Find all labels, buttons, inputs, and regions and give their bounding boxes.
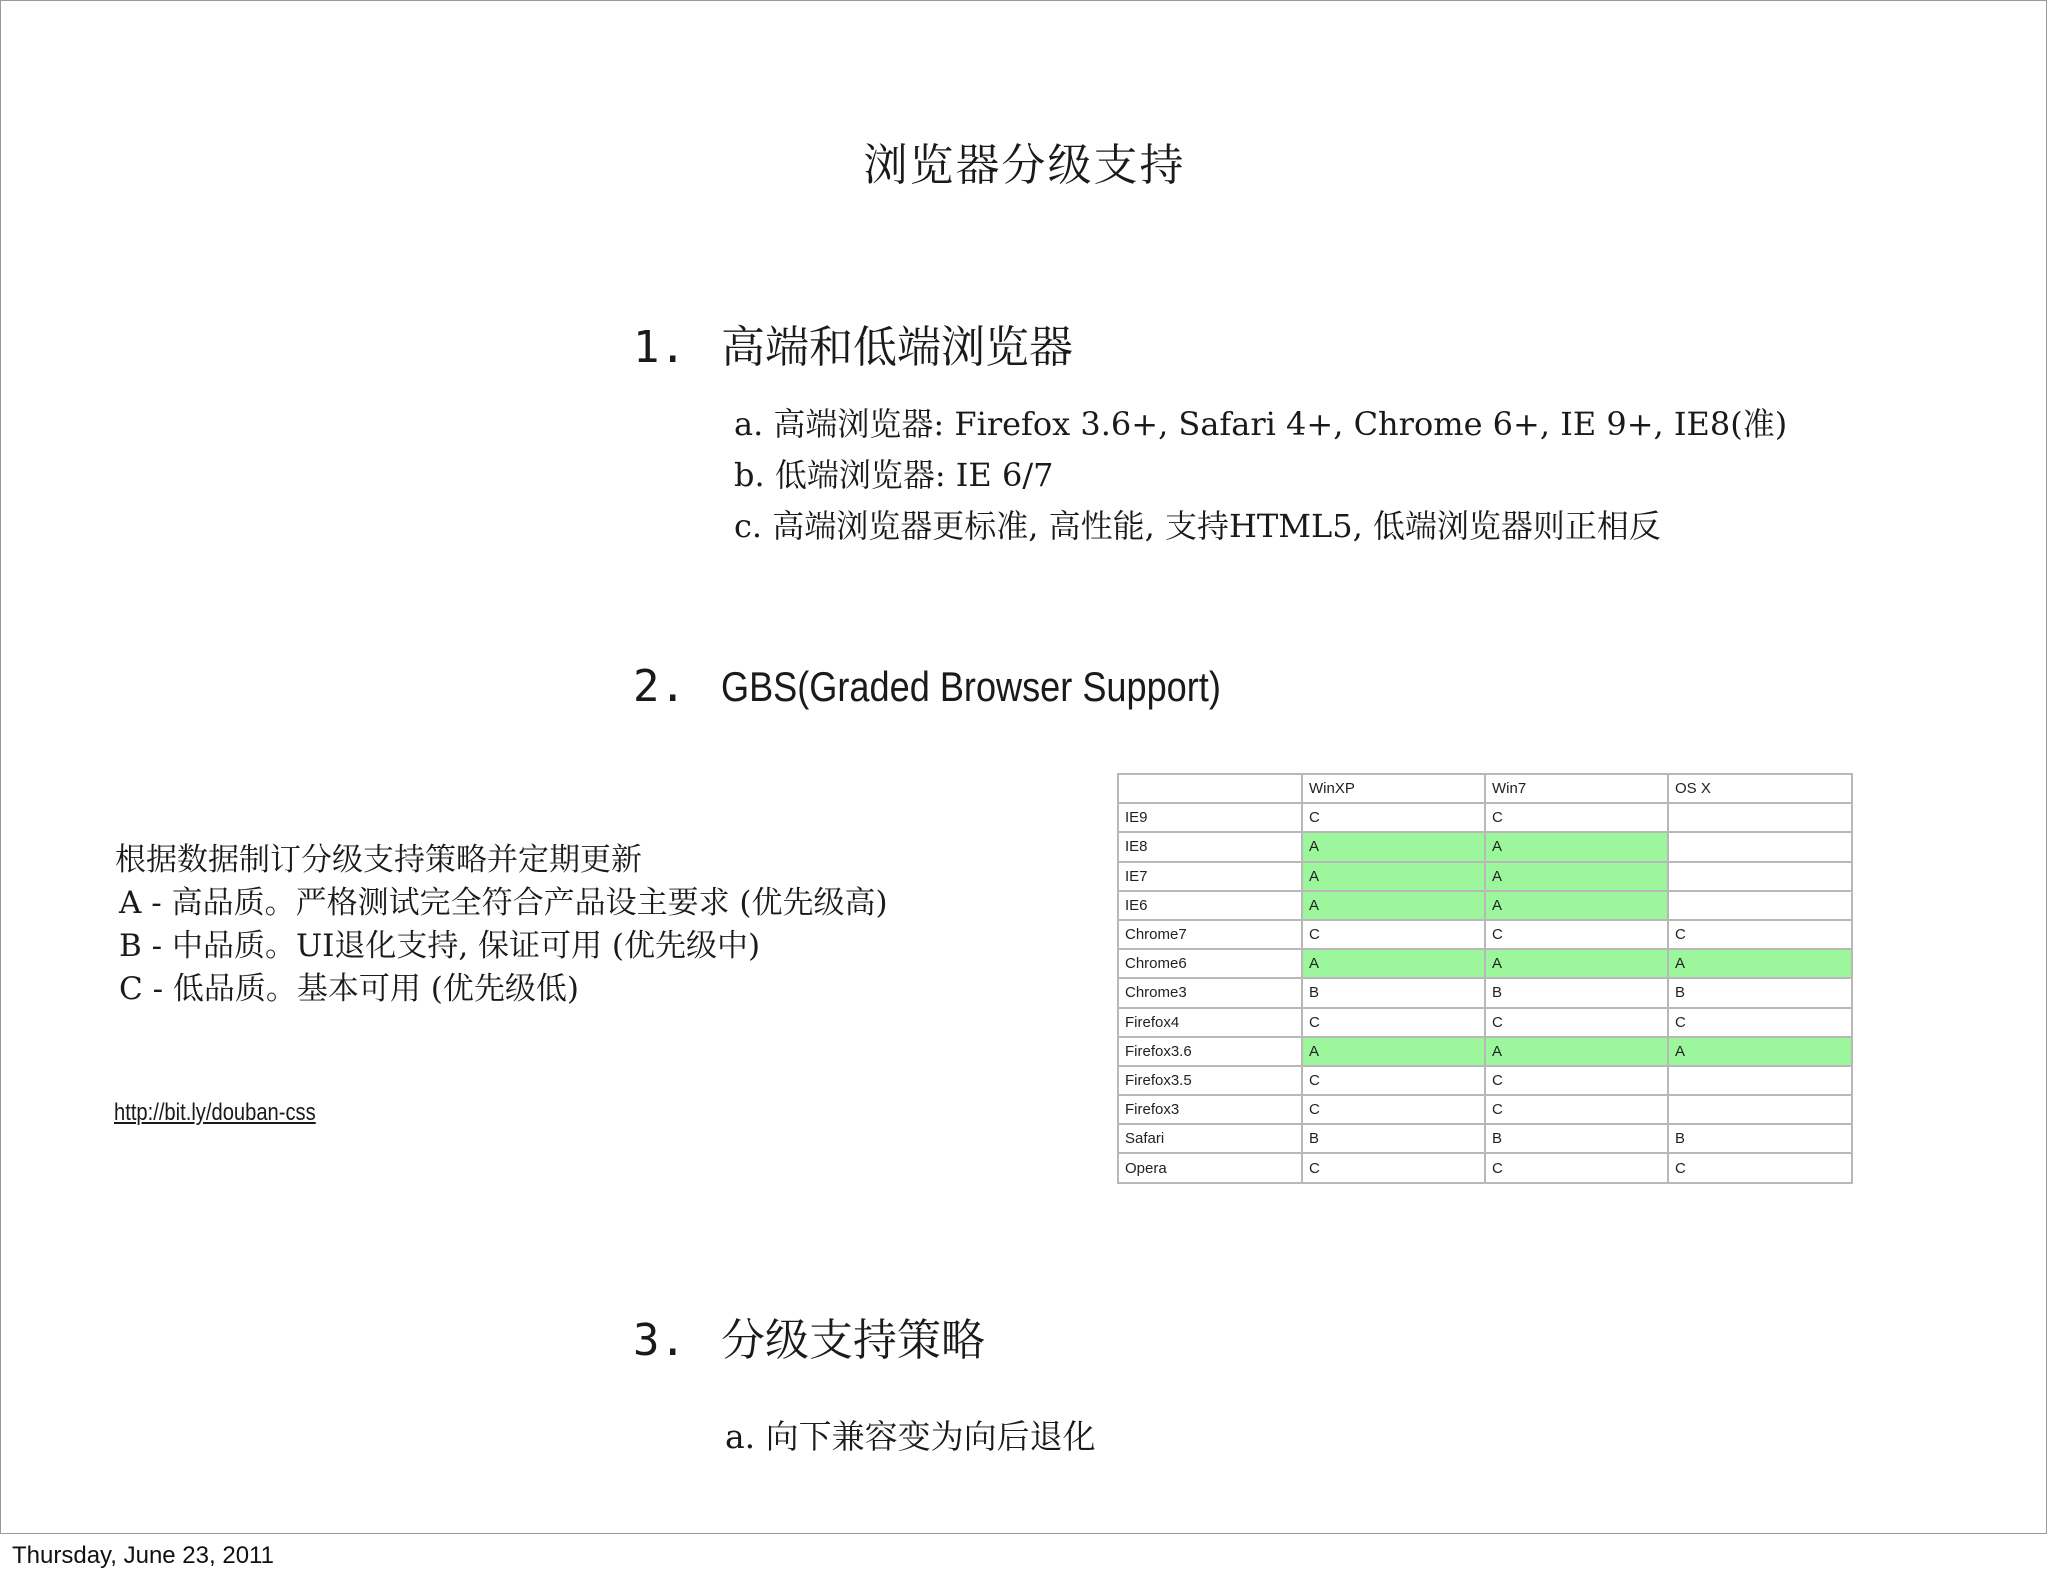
browser-name-cell: Chrome6 bbox=[1118, 949, 1302, 978]
gbs-description-intro: 根据数据制订分级支持策略并定期更新 bbox=[115, 842, 642, 878]
grade-cell: A bbox=[1485, 1037, 1668, 1066]
douban-css-link[interactable]: http://bit.ly/douban-css bbox=[114, 1099, 316, 1126]
browser-name-cell: Chrome3 bbox=[1118, 978, 1302, 1007]
footer-date: Thursday, June 23, 2011 bbox=[12, 1542, 274, 1569]
grade-cell bbox=[1668, 803, 1852, 832]
grade-cell: C bbox=[1668, 1008, 1852, 1037]
table-header-cell: WinXP bbox=[1302, 774, 1485, 803]
section-1-item-b: b. 低端浏览器: IE 6/7 bbox=[734, 456, 1054, 494]
table-row bbox=[1118, 1008, 1852, 1037]
browser-name-cell: Safari bbox=[1118, 1124, 1302, 1153]
table-row bbox=[1118, 920, 1852, 949]
grade-cell: A bbox=[1485, 832, 1668, 861]
browser-name-cell: Firefox3 bbox=[1118, 1095, 1302, 1124]
grade-cell: A bbox=[1302, 1037, 1485, 1066]
browser-name-cell: Opera bbox=[1118, 1153, 1302, 1182]
grade-cell: C bbox=[1302, 920, 1485, 949]
grade-a-description: A - 高品质。严格测试完全符合产品设主要求 (优先级高) bbox=[119, 885, 888, 921]
table-row bbox=[1118, 832, 1852, 861]
table-row bbox=[1118, 891, 1852, 920]
grade-cell: B bbox=[1302, 978, 1485, 1007]
section-1-number: 1. bbox=[633, 322, 686, 373]
browser-name-cell: Firefox3.6 bbox=[1118, 1037, 1302, 1066]
browser-name-cell: Chrome7 bbox=[1118, 920, 1302, 949]
grade-cell: C bbox=[1302, 1095, 1485, 1124]
table-row bbox=[1118, 1153, 1852, 1182]
grade-cell bbox=[1668, 891, 1852, 920]
link-wrapper bbox=[114, 1099, 354, 1127]
table-row bbox=[1118, 978, 1852, 1007]
grade-cell: C bbox=[1302, 1153, 1485, 1182]
table-header-cell bbox=[1118, 774, 1302, 803]
section-3-heading bbox=[633, 1304, 985, 1368]
grade-cell: A bbox=[1302, 832, 1485, 861]
section-2-number: 2. bbox=[633, 661, 686, 712]
grade-cell: A bbox=[1485, 862, 1668, 891]
grade-cell: A bbox=[1302, 891, 1485, 920]
section-1-title: 高端和低端浏览器 bbox=[721, 322, 1073, 373]
grade-cell: A bbox=[1668, 949, 1852, 978]
grade-cell: A bbox=[1302, 862, 1485, 891]
section-3-item-a: a. 向下兼容变为向后退化 bbox=[725, 1417, 1096, 1456]
table-row bbox=[1118, 803, 1852, 832]
table-row bbox=[1118, 949, 1852, 978]
grade-cell: C bbox=[1668, 1153, 1852, 1182]
grade-cell: C bbox=[1668, 920, 1852, 949]
grade-cell: C bbox=[1485, 1066, 1668, 1095]
grade-cell: C bbox=[1485, 1008, 1668, 1037]
section-2-heading bbox=[633, 661, 1302, 712]
table-header-cell: Win7 bbox=[1485, 774, 1668, 803]
grade-cell bbox=[1668, 1066, 1852, 1095]
grade-c-description: C - 低品质。基本可用 (优先级低) bbox=[119, 971, 579, 1007]
section-1-item-a: a. 高端浏览器: Firefox 3.6+, Safari 4+, Chrome 6+, IE 9+, IE8(准) bbox=[734, 405, 1788, 443]
section-2-title: GBS(Graded Browser Support) bbox=[721, 663, 1221, 710]
grade-cell: B bbox=[1485, 978, 1668, 1007]
browser-name-cell: IE9 bbox=[1118, 803, 1302, 832]
grade-cell: C bbox=[1485, 1153, 1668, 1182]
table-row bbox=[1118, 862, 1852, 891]
table-body bbox=[1118, 803, 1852, 1182]
grade-cell: B bbox=[1485, 1124, 1668, 1153]
section-3-title: 分级支持策略 bbox=[721, 1315, 985, 1366]
table-row bbox=[1118, 1124, 1852, 1153]
grade-cell bbox=[1668, 1095, 1852, 1124]
section-1-heading bbox=[633, 311, 1073, 375]
browser-name-cell: IE8 bbox=[1118, 832, 1302, 861]
browser-name-cell: Firefox4 bbox=[1118, 1008, 1302, 1037]
grade-cell: B bbox=[1668, 978, 1852, 1007]
slide-title: 浏览器分级支持 bbox=[863, 140, 1186, 191]
table-row bbox=[1118, 1066, 1852, 1095]
table-row bbox=[1118, 1037, 1852, 1066]
gbs-support-table bbox=[1117, 773, 1853, 1184]
grade-cell: A bbox=[1302, 949, 1485, 978]
section-3-number: 3. bbox=[633, 1315, 686, 1366]
table-header-row bbox=[1118, 774, 1852, 803]
grade-cell: C bbox=[1302, 1066, 1485, 1095]
browser-name-cell: IE7 bbox=[1118, 862, 1302, 891]
grade-cell: B bbox=[1668, 1124, 1852, 1153]
grade-cell: A bbox=[1485, 949, 1668, 978]
grade-cell: C bbox=[1485, 803, 1668, 832]
section-1-item-c: c. 高端浏览器更标准, 高性能, 支持HTML5, 低端浏览器则正相反 bbox=[734, 507, 1661, 545]
table-row bbox=[1118, 1095, 1852, 1124]
grade-cell: C bbox=[1485, 920, 1668, 949]
browser-name-cell: Firefox3.5 bbox=[1118, 1066, 1302, 1095]
grade-cell: A bbox=[1668, 1037, 1852, 1066]
grade-cell: A bbox=[1485, 891, 1668, 920]
grade-cell: C bbox=[1302, 1008, 1485, 1037]
browser-name-cell: IE6 bbox=[1118, 891, 1302, 920]
grade-cell: C bbox=[1302, 803, 1485, 832]
grade-cell bbox=[1668, 862, 1852, 891]
table-header-cell: OS X bbox=[1668, 774, 1852, 803]
grade-cell: B bbox=[1302, 1124, 1485, 1153]
grade-b-description: B - 中品质。UI退化支持, 保证可用 (优先级中) bbox=[119, 928, 761, 964]
grade-cell bbox=[1668, 832, 1852, 861]
grade-cell: C bbox=[1485, 1095, 1668, 1124]
